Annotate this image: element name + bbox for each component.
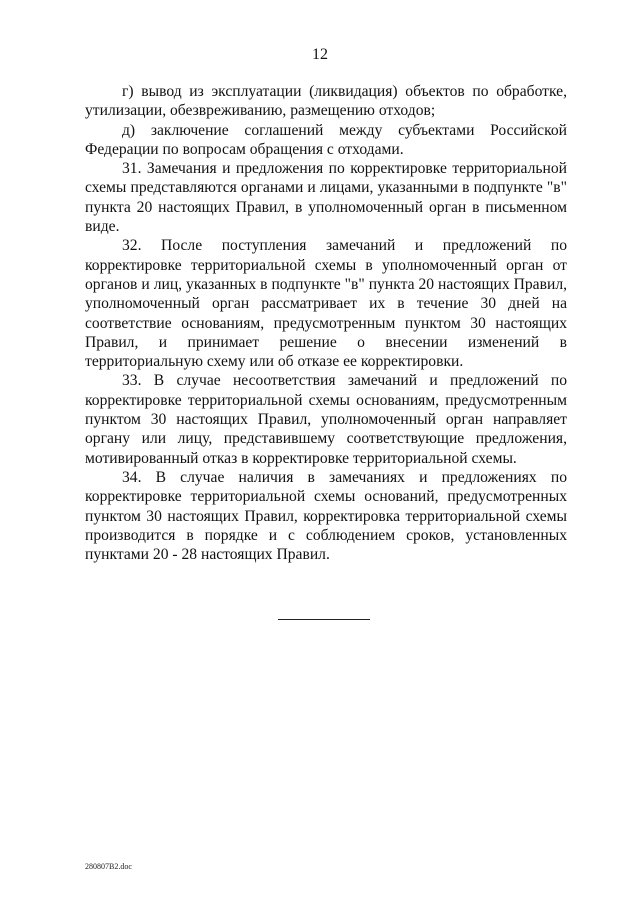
page-number: 12 xyxy=(312,46,328,63)
paragraph-34: 34. В случае наличия в замечаниях и предложениях по корректировке территориальной схемы оснований, предусмотренных пунктом 30 настоящих Правил, корректировка территориальной схемы производится в порядке и с соблюдением сроков, установленных пунктами 20 - 28 настоящих Правил. xyxy=(85,468,567,564)
footer-filename: 280807В2.doc xyxy=(85,862,132,871)
paragraph-33: 33. В случае несоответствия замечаний и предложений по корректировке территориальной схемы основаниям, предусмотренным пунктом 30 настоящих Правил, уполномоченный орган направляет органу или лицу, представившему соответствующие предложения, мотивированный отказ в корректировке территориальной схемы. xyxy=(85,372,567,467)
document-body xyxy=(85,82,567,564)
paragraph-31: 31. Замечания и предложения по корректировке территориальной схемы представляются органами и лицами, указанными в подпункте "в" пункта 20 настоящих Правил, в уполномоченный орган в письменном виде. xyxy=(85,160,567,236)
paragraph-item-g: г) вывод из эксплуатации (ликвидация) объектов по обработке, утилизации, обезвреживанию, размещению отходов; xyxy=(85,83,567,120)
paragraph-32: 32. После поступления замечаний и предложений по корректировке территориальной схемы в уполномоченный орган от органов и лиц, указанных в подпункте "в" пункта 20 настоящих Правил, уполномоченный орган рассматривает их в течение 30 дней на соответствие основаниям, предусмотренным пунктом 30 настоящих Правил, и принимает решение о внесении изменений в территориальную схему или об отказе ее корректировки. xyxy=(85,237,567,371)
end-separator-line xyxy=(278,619,370,620)
paragraph-item-d: д) заключение соглашений между субъектами Российской Федерации по вопросам обращения с отходами. xyxy=(85,121,567,158)
